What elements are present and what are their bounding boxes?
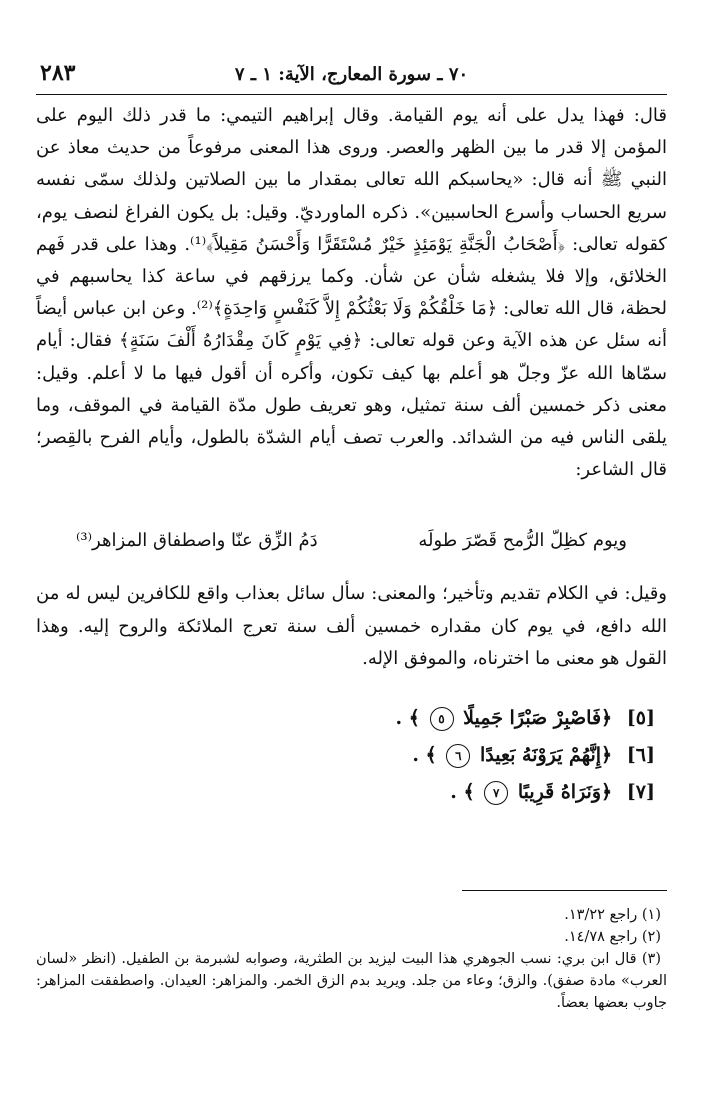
paragraph: قال: فهذا يدل على أنه يوم القيامة. وقال إبراهيم التيمي: ما قدر ذلك اليوم على المؤمن إلا قدر ما بين الظهر والعصر. وروى هذا المعنى مرفوعاً من حديث معاذ عن النبي ﷺ أنه قال: «يحاسبكم الله تعالى بمقدار ما بين الصلاتين ولذلك سمّى نفسه سريع الحساب وأسرع الحاسبين». ذكره الماورديّ. وقيل: بل يكون الفراغ لنصف يوم، كقوله تعالى: ﴿أَصْحَابُ الْجَنَّةِ يَوْمَئِذٍ خَيْرٌ مُسْتَقَرًّا وَأَحْسَنُ مَقِيلاً﴾⁽¹⁾. وهذا على قدر فَهم الخلائق، وإلا فلا يشغله شأن عن شأن. وكما يرزقهم في ساعة كذا يحاسبهم في لحظة، قال الله تعالى: ﴿مَا خَلْقُكُمْ وَلَا بَعْثُكُمْ إِلاَّ كَنَفْسٍ وَاحِدَةٍ﴾⁽²⁾. وعن ابن عباس أيضاً أنه سئل عن هذه الآية وعن قوله تعالى: ﴿فِي يَوْمٍ كَانَ مِقْدَارُهُ أَلْفَ سَنَةٍ﴾ فقال: أيام سمّاها الله عزّ وجلّ هو أعلم بها كيف تكون، وأكره أن أقول فيها ما لا أعلم. وقيل: معنى ذكر خمسين ألف سنة تمثيل، وهو تعريف طول مدّة القيامة في الموقف، وما يلقى الناس فيه من الشدائد. والعرب تصف أيام الشدّة بالطول، وأيام الفرح بالقِصر؛ قال الشاعر: [36,105,668,481]
footnote [36,948,667,1014]
verse-close: ﴾ . [395,707,420,729]
poem-second-hemistich: دَمُ الزِّق عنّا واصطفاق المزاهر⁽³⁾ [76,530,318,551]
main-text [36,100,667,486]
footnote-divider [462,890,667,891]
paragraph: وقيل: في الكلام تقديم وتأخير؛ والمعنى: سأل سائل بعذاب واقع للكافرين ليس له من الله دافع، في يوم كان مقداره خمسين ألف سنة تعرج الملائكة والروح إليه. وهذا القول هو معنى ما اخترناه، والموفق الإله. [36,583,667,669]
ayah-end-marker-icon: ٥ [430,707,454,731]
verse-close: ﴾ . [450,781,475,803]
page-number: ٢٨٣ [40,60,76,86]
verse-number: [٧] [626,781,655,803]
running-header [36,60,667,95]
footnote-number: (٣) [641,951,662,967]
verse-text: ﴿إِنَّهُمْ يَرَوْنَهُ بَعِيدًا [479,744,613,766]
ayah-end-marker-icon: ٦ [446,744,470,768]
verse-close: ﴾ . [412,744,437,766]
footnote-text: راجع ١٣/٢٢. [564,907,638,923]
verse-number: [٦] [626,744,655,766]
verse-number: [٥] [626,707,655,729]
verse-text: ﴿وَنَرَاهُ قَرِيبًا [517,781,613,803]
verse-item [396,700,655,737]
main-text-continued [36,578,667,676]
poem-first-hemistich: ويوم كظِلّ الرُّمح قَصّرَ طولَه [418,530,627,551]
footnote [36,926,667,948]
ayah-end-marker-icon: ٧ [484,781,508,805]
verse-text: ﴿فَاصْبِرْ صَبْرًا جَمِيلًا [463,707,613,729]
footnote-text: راجع ١٤/٧٨. [564,929,638,945]
footnotes [36,904,667,1014]
surah-title: ٧٠ ـ سورة المعارج، الآية: ١ ـ ٧ [234,64,469,85]
verse-item [396,737,655,774]
footnote-number: (١) [641,907,661,923]
footnote-text: قال ابن بري: نسب الجوهري هذا البيت ليزيد بن الطثرية، وصوابه لشبرمة بن الطفيل. (انظر «لسان العرب» مادة صفق). والزق؛ وعاء من جلد. ويريد بدم الزق الخمر. والمزاهر: العيدان. واصطفقت المزاهر: جاوب بعضها بعضاً. [36,951,667,1011]
footnote [36,904,667,926]
verse-list [396,700,655,811]
footnote-number: (٢) [641,929,661,945]
poem-verse [36,530,667,564]
verse-item [396,774,655,811]
